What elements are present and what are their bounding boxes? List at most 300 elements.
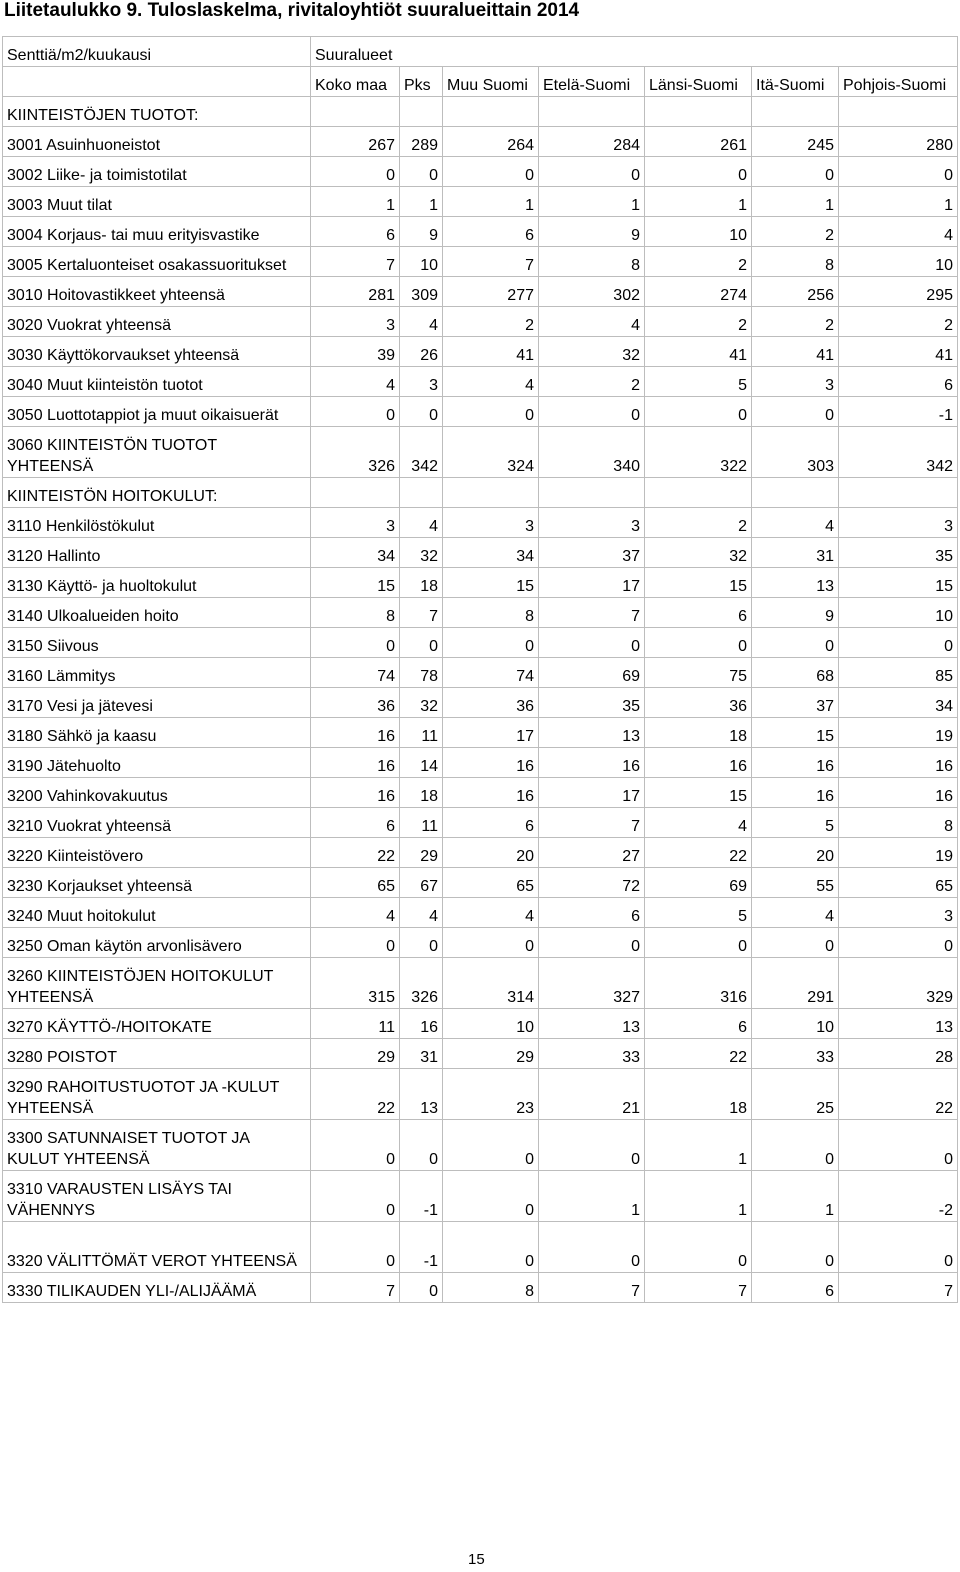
value-cell: 0 [645, 397, 752, 427]
value-cell: 11 [400, 808, 443, 838]
value-cell: 0 [539, 1120, 645, 1171]
value-cell: 5 [645, 367, 752, 397]
value-cell: 0 [311, 628, 400, 658]
header-row-2 [3, 67, 958, 97]
value-cell: 16 [539, 748, 645, 778]
value-cell: 3 [752, 367, 839, 397]
value-cell: 10 [400, 247, 443, 277]
value-cell: 0 [645, 1222, 752, 1273]
value-cell: 0 [443, 397, 539, 427]
value-cell: 4 [752, 898, 839, 928]
value-cell: 8 [839, 808, 958, 838]
value-cell: 0 [752, 628, 839, 658]
value-cell: 15 [752, 718, 839, 748]
value-cell: 1 [645, 187, 752, 217]
value-cell: 65 [839, 868, 958, 898]
value-cell: 16 [311, 778, 400, 808]
value-cell: 22 [839, 1069, 958, 1120]
value-cell: 15 [839, 568, 958, 598]
value-cell: 4 [539, 307, 645, 337]
value-cell: 267 [311, 127, 400, 157]
value-cell: 0 [400, 157, 443, 187]
value-cell: 39 [311, 337, 400, 367]
value-cell: 67 [400, 868, 443, 898]
value-cell: 2 [839, 307, 958, 337]
value-cell: 0 [443, 628, 539, 658]
value-cell: 6 [645, 598, 752, 628]
value-cell: 8 [443, 1273, 539, 1303]
value-cell: 289 [400, 127, 443, 157]
value-cell: 41 [839, 337, 958, 367]
empty-cell [311, 478, 400, 508]
column-header: Muu Suomi [443, 67, 539, 97]
value-cell: 0 [443, 157, 539, 187]
empty-cell [645, 97, 752, 127]
value-cell: 1 [400, 187, 443, 217]
table-row [3, 778, 958, 808]
value-cell: 37 [539, 538, 645, 568]
value-cell: 0 [539, 928, 645, 958]
value-cell: 15 [311, 568, 400, 598]
value-cell: 7 [400, 598, 443, 628]
value-cell: 7 [539, 1273, 645, 1303]
value-cell: 13 [400, 1069, 443, 1120]
row-label: 3003 Muut tilat [3, 187, 311, 217]
row-label: 3130 Käyttö- ja huoltokulut [3, 568, 311, 598]
table-row [3, 397, 958, 427]
value-cell: 6 [443, 808, 539, 838]
table-row [3, 508, 958, 538]
row-label: 3200 Vahinkovakuutus [3, 778, 311, 808]
value-cell: 326 [400, 958, 443, 1009]
value-cell: 1 [752, 1171, 839, 1222]
row-label: 3060 KIINTEISTÖN TUOTOT YHTEENSÄ [3, 427, 311, 478]
value-cell: 3 [311, 508, 400, 538]
value-cell: 8 [311, 598, 400, 628]
row-label: 3230 Korjaukset yhteensä [3, 868, 311, 898]
table-row [3, 157, 958, 187]
value-cell: 69 [645, 868, 752, 898]
table-row [3, 1039, 958, 1069]
value-cell: 2 [539, 367, 645, 397]
value-cell: -1 [400, 1171, 443, 1222]
column-header: Etelä-Suomi [539, 67, 645, 97]
row-label: 3040 Muut kiinteistön tuotot [3, 367, 311, 397]
value-cell: 0 [311, 1120, 400, 1171]
value-cell: 13 [539, 718, 645, 748]
value-cell: 0 [400, 1273, 443, 1303]
value-cell: 0 [443, 1222, 539, 1273]
value-cell: 37 [752, 688, 839, 718]
empty-cell [752, 478, 839, 508]
value-cell: 1 [752, 187, 839, 217]
value-cell: 6 [752, 1273, 839, 1303]
value-cell: 68 [752, 658, 839, 688]
empty-cell [839, 478, 958, 508]
value-cell: 16 [443, 748, 539, 778]
value-cell: 32 [539, 337, 645, 367]
value-cell: 41 [752, 337, 839, 367]
value-cell: 32 [400, 688, 443, 718]
value-cell: 3 [311, 307, 400, 337]
table-row [3, 307, 958, 337]
value-cell: 0 [839, 1222, 958, 1273]
value-cell: 36 [443, 688, 539, 718]
value-cell: 10 [443, 1009, 539, 1039]
value-cell: 11 [311, 1009, 400, 1039]
page-number: 15 [468, 1551, 485, 1568]
table-row [3, 538, 958, 568]
value-cell: 3 [400, 367, 443, 397]
value-cell: 2 [752, 217, 839, 247]
value-cell: 0 [752, 157, 839, 187]
value-cell: -1 [839, 397, 958, 427]
value-cell: 261 [645, 127, 752, 157]
table-row [3, 808, 958, 838]
row-label: 3330 TILIKAUDEN YLI-/ALIJÄÄMÄ [3, 1273, 311, 1303]
column-header: Länsi-Suomi [645, 67, 752, 97]
value-cell: 26 [400, 337, 443, 367]
value-cell: 2 [645, 307, 752, 337]
value-cell: 281 [311, 277, 400, 307]
value-cell: 316 [645, 958, 752, 1009]
value-cell: 303 [752, 427, 839, 478]
value-cell: 0 [839, 628, 958, 658]
value-cell: 4 [752, 508, 839, 538]
value-cell: 10 [645, 217, 752, 247]
value-cell: 7 [311, 247, 400, 277]
column-header: Pks [400, 67, 443, 97]
value-cell: 6 [311, 217, 400, 247]
value-cell: 6 [645, 1009, 752, 1039]
value-cell: 6 [443, 217, 539, 247]
value-cell: 6 [311, 808, 400, 838]
row-label: 3260 KIINTEISTÖJEN HOITOKULUT YHTEENSÄ [3, 958, 311, 1009]
value-cell: 329 [839, 958, 958, 1009]
value-cell: 13 [839, 1009, 958, 1039]
value-cell: 31 [400, 1039, 443, 1069]
value-cell: 13 [752, 568, 839, 598]
table-row [3, 1222, 958, 1273]
value-cell: 0 [400, 397, 443, 427]
row-label: 3180 Sähkö ja kaasu [3, 718, 311, 748]
value-cell: 29 [311, 1039, 400, 1069]
value-cell: 314 [443, 958, 539, 1009]
value-cell: 16 [645, 748, 752, 778]
value-cell: 0 [311, 397, 400, 427]
value-cell: 17 [443, 718, 539, 748]
value-cell: 0 [539, 1222, 645, 1273]
table-row [3, 127, 958, 157]
value-cell: 36 [311, 688, 400, 718]
value-cell: 36 [645, 688, 752, 718]
row-label: 3020 Vuokrat yhteensä [3, 307, 311, 337]
value-cell: 8 [539, 247, 645, 277]
value-cell: 5 [752, 808, 839, 838]
value-cell: 74 [443, 658, 539, 688]
value-cell: 8 [752, 247, 839, 277]
value-cell: 5 [645, 898, 752, 928]
value-cell: 22 [645, 1039, 752, 1069]
table-row [3, 868, 958, 898]
table-row [3, 337, 958, 367]
value-cell: 1 [645, 1120, 752, 1171]
value-cell: 16 [400, 1009, 443, 1039]
value-cell: 295 [839, 277, 958, 307]
column-header: Pohjois-Suomi [839, 67, 958, 97]
row-label: 3110 Henkilöstökulut [3, 508, 311, 538]
value-cell: 6 [539, 898, 645, 928]
row-label: 3300 SATUNNAISET TUOTOT JA KULUT YHTEENSÄ [3, 1120, 311, 1171]
section-label: KIINTEISTÖN HOITOKULUT: [3, 478, 311, 508]
value-cell: 4 [443, 898, 539, 928]
value-cell: 11 [400, 718, 443, 748]
section-label: KIINTEISTÖJEN TUOTOT: [3, 97, 311, 127]
value-cell: 264 [443, 127, 539, 157]
value-cell: 41 [443, 337, 539, 367]
table-row [3, 1009, 958, 1039]
row-label: 3050 Luottotappiot ja muut oikaisuerät [3, 397, 311, 427]
table-row [3, 367, 958, 397]
value-cell: 74 [311, 658, 400, 688]
value-cell: 8 [443, 598, 539, 628]
value-cell: 4 [400, 898, 443, 928]
table-row [3, 217, 958, 247]
value-cell: 17 [539, 778, 645, 808]
row-label: 3005 Kertaluonteiset osakassuoritukset [3, 247, 311, 277]
value-cell: 9 [539, 217, 645, 247]
value-cell: 27 [539, 838, 645, 868]
value-cell: 0 [645, 157, 752, 187]
value-cell: 3 [839, 508, 958, 538]
column-header: Koko maa [311, 67, 400, 97]
value-cell: 284 [539, 127, 645, 157]
value-cell: 21 [539, 1069, 645, 1120]
value-cell: 9 [752, 598, 839, 628]
table-row [3, 898, 958, 928]
value-cell: 15 [645, 778, 752, 808]
value-cell: 22 [645, 838, 752, 868]
value-cell: 32 [400, 538, 443, 568]
value-cell: 75 [645, 658, 752, 688]
value-cell: 256 [752, 277, 839, 307]
value-cell: 1 [839, 187, 958, 217]
value-cell: 3 [839, 898, 958, 928]
table-row [3, 838, 958, 868]
value-cell: 16 [839, 748, 958, 778]
value-cell: 315 [311, 958, 400, 1009]
value-cell: 4 [645, 808, 752, 838]
value-cell: 10 [839, 598, 958, 628]
value-cell: 327 [539, 958, 645, 1009]
value-cell: 17 [539, 568, 645, 598]
value-cell: 4 [311, 898, 400, 928]
value-cell: 4 [311, 367, 400, 397]
value-cell: 7 [443, 247, 539, 277]
value-cell: 0 [645, 628, 752, 658]
value-cell: 19 [839, 718, 958, 748]
value-cell: 16 [311, 748, 400, 778]
value-cell: 340 [539, 427, 645, 478]
column-header: Itä-Suomi [752, 67, 839, 97]
value-cell: 1 [539, 1171, 645, 1222]
value-cell: 0 [443, 1171, 539, 1222]
value-cell: 29 [443, 1039, 539, 1069]
value-cell: 7 [311, 1273, 400, 1303]
table-row [3, 247, 958, 277]
value-cell: 2 [645, 247, 752, 277]
value-cell: 69 [539, 658, 645, 688]
row-label: 3002 Liike- ja toimistotilat [3, 157, 311, 187]
value-cell: 20 [752, 838, 839, 868]
value-cell: 10 [752, 1009, 839, 1039]
value-cell: 19 [839, 838, 958, 868]
table-row [3, 427, 958, 478]
value-cell: 16 [839, 778, 958, 808]
page-title: Liitetaulukko 9. Tuloslaskelma, rivitaloyhtiöt suuralueittain 2014 [4, 0, 580, 21]
value-cell: 2 [645, 508, 752, 538]
value-cell: 0 [311, 1222, 400, 1273]
value-cell: 0 [443, 928, 539, 958]
value-cell: 0 [311, 1171, 400, 1222]
value-cell: 4 [400, 508, 443, 538]
value-cell: 302 [539, 277, 645, 307]
value-cell: 274 [645, 277, 752, 307]
value-cell: 0 [839, 928, 958, 958]
value-cell: 342 [400, 427, 443, 478]
row-label: 3270 KÄYTTÖ-/HOITOKATE [3, 1009, 311, 1039]
income-statement-table [2, 36, 958, 1303]
value-cell: 0 [400, 628, 443, 658]
value-cell: 29 [400, 838, 443, 868]
value-cell: 41 [645, 337, 752, 367]
value-cell: 16 [443, 778, 539, 808]
table-row [3, 748, 958, 778]
value-cell: 0 [400, 928, 443, 958]
table-row [3, 928, 958, 958]
value-cell: 3 [539, 508, 645, 538]
value-cell: 1 [443, 187, 539, 217]
row-label: 3001 Asuinhuoneistot [3, 127, 311, 157]
value-cell: 4 [443, 367, 539, 397]
value-cell: 15 [443, 568, 539, 598]
table-row [3, 628, 958, 658]
value-cell: 0 [752, 397, 839, 427]
row-label: 3004 Korjaus- tai muu erityisvastike [3, 217, 311, 247]
row-label: 3010 Hoitovastikkeet yhteensä [3, 277, 311, 307]
row-label: 3030 Käyttökorvaukset yhteensä [3, 337, 311, 367]
value-cell: 277 [443, 277, 539, 307]
table-row [3, 718, 958, 748]
value-cell: 18 [645, 718, 752, 748]
value-cell: 16 [752, 748, 839, 778]
value-cell: 31 [752, 538, 839, 568]
value-cell: 28 [839, 1039, 958, 1069]
unit-label: Senttiä/m2/kuukausi [3, 37, 311, 67]
value-cell: 3 [443, 508, 539, 538]
section-row [3, 97, 958, 127]
value-cell: 0 [539, 628, 645, 658]
row-label: 3210 Vuokrat yhteensä [3, 808, 311, 838]
value-cell: 23 [443, 1069, 539, 1120]
table-row [3, 658, 958, 688]
row-label: 3120 Hallinto [3, 538, 311, 568]
value-cell: 0 [839, 157, 958, 187]
value-cell: 85 [839, 658, 958, 688]
value-cell: 15 [645, 568, 752, 598]
value-cell: 33 [539, 1039, 645, 1069]
value-cell: 18 [400, 778, 443, 808]
value-cell: 342 [839, 427, 958, 478]
row-label: 3220 Kiinteistövero [3, 838, 311, 868]
empty-cell [539, 478, 645, 508]
empty-cell [539, 97, 645, 127]
empty-cell [443, 478, 539, 508]
row-label: 3140 Ulkoalueiden hoito [3, 598, 311, 628]
value-cell: 0 [752, 928, 839, 958]
value-cell: 55 [752, 868, 839, 898]
value-cell: 2 [752, 307, 839, 337]
value-cell: -1 [400, 1222, 443, 1273]
value-cell: 18 [400, 568, 443, 598]
value-cell: 1 [645, 1171, 752, 1222]
row-label: 3160 Lämmitys [3, 658, 311, 688]
value-cell: 0 [752, 1120, 839, 1171]
table-row [3, 187, 958, 217]
empty-cell [752, 97, 839, 127]
value-cell: 35 [839, 538, 958, 568]
row-label: 3240 Muut hoitokulut [3, 898, 311, 928]
table-row [3, 277, 958, 307]
value-cell: 0 [539, 157, 645, 187]
value-cell: 20 [443, 838, 539, 868]
value-cell: 78 [400, 658, 443, 688]
value-cell: 16 [752, 778, 839, 808]
value-cell: 280 [839, 127, 958, 157]
value-cell: 0 [539, 397, 645, 427]
value-cell: 309 [400, 277, 443, 307]
value-cell: 0 [311, 928, 400, 958]
value-cell: 0 [400, 1120, 443, 1171]
section-row [3, 478, 958, 508]
empty-cell [400, 97, 443, 127]
value-cell: 34 [311, 538, 400, 568]
value-cell: 22 [311, 838, 400, 868]
value-cell: 7 [839, 1273, 958, 1303]
value-cell: 0 [645, 928, 752, 958]
table-row [3, 598, 958, 628]
table-row [3, 958, 958, 1009]
value-cell: 14 [400, 748, 443, 778]
value-cell: 4 [839, 217, 958, 247]
table-row [3, 1171, 958, 1222]
empty-cell [400, 478, 443, 508]
value-cell: 10 [839, 247, 958, 277]
row-label: 3290 RAHOITUSTUOTOT JA -KULUT YHTEENSÄ [3, 1069, 311, 1120]
value-cell: 0 [443, 1120, 539, 1171]
table-row [3, 1069, 958, 1120]
row-label: 3250 Oman käytön arvonlisävero [3, 928, 311, 958]
row-label: 3310 VARAUSTEN LISÄYS TAI VÄHENNYS [3, 1171, 311, 1222]
header-empty-cell [3, 67, 311, 97]
value-cell: 0 [839, 1120, 958, 1171]
row-label: 3150 Siivous [3, 628, 311, 658]
group-label: Suuralueet [311, 37, 958, 67]
row-label: 3320 VÄLITTÖMÄT VEROT YHTEENSÄ [3, 1222, 311, 1273]
value-cell: 324 [443, 427, 539, 478]
value-cell: 72 [539, 868, 645, 898]
value-cell: 16 [311, 718, 400, 748]
